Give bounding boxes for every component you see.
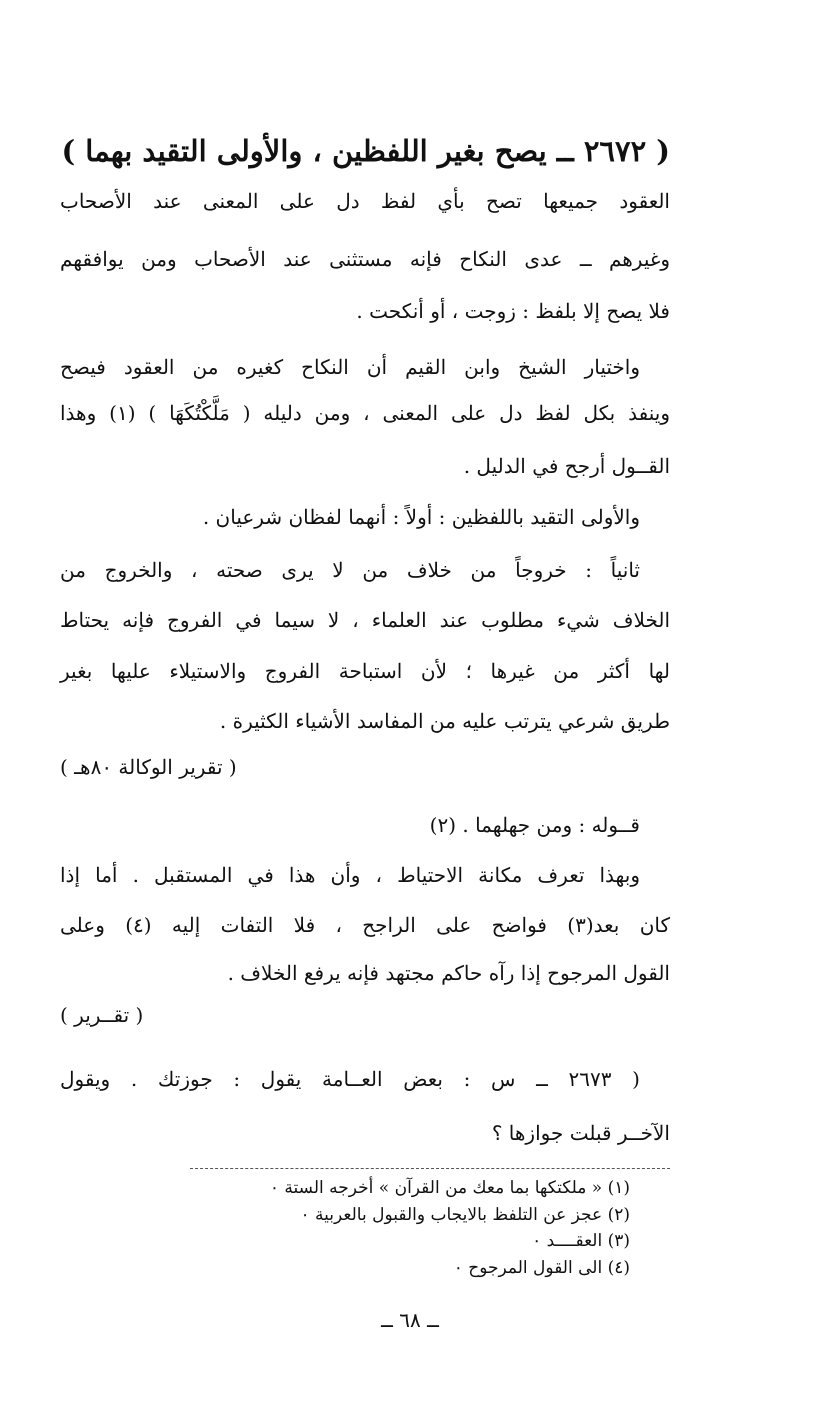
footnote: (١) « ملكتكها بما معك من القرآن » أخرجه الستة ٠ xyxy=(269,1178,630,1198)
paragraph-line: فلا يصح إلا بلفظ : زوجت ، أو أنكحت . xyxy=(356,299,670,323)
paragraph-line: كان بعد(٣) فواضح على الراجح ، فلا التفات إليه (٤) وعلى xyxy=(60,913,670,937)
paragraph-line: القول المرجوح إذا رآه حاكم مجتهد فإنه يرفع الخلاف . xyxy=(227,961,670,985)
paragraph-line: وبهذا تعرف مكانة الاحتياط ، وأن هذا في المستقبل . أما إذا xyxy=(60,863,640,887)
page-number: ــ ٦٨ ــ xyxy=(381,1308,439,1332)
paragraph-line: وينفذ بكل لفظ دل على المعنى ، ومن دليله ( مَلَّكْتُكَهَا ) (١) وهذا xyxy=(60,401,670,425)
source-reference: ( تقرير الوكالة ٨٠هـ ) xyxy=(60,755,237,779)
question-line: ( ٢٦٧٣ ــ س : بعض العــامة يقول : جوزتك . ويقول xyxy=(60,1067,640,1091)
footnote: (٢) عجز عن التلفظ بالايجاب والقبول بالعربية ٠ xyxy=(300,1205,630,1225)
footnote: (٣) العقــــد ٠ xyxy=(532,1231,630,1251)
paragraph-line: الخلاف شيء مطلوب عند العلماء ، لا سيما في الفروج فإنه يحتاط xyxy=(60,608,670,632)
footnote: (٤) الى القول المرجوح ٠ xyxy=(453,1258,630,1278)
source-reference: ( تقــرير ) xyxy=(60,1003,144,1027)
paragraph-line: واختيار الشيخ وابن القيم أن النكاح كغيره من العقود فيصح xyxy=(60,355,641,379)
paragraph-line: طريق شرعي يترتب عليه من المفاسد الأشياء الكثيرة . xyxy=(219,709,670,733)
footnote-divider xyxy=(190,1168,670,1169)
paragraph-line: القــول أرجح في الدليل . xyxy=(463,454,670,478)
paragraph-line: لها أكثر من غيرها ؛ لأن استباحة الفروج والاستيلاء عليها بغير xyxy=(60,659,670,683)
paragraph-line: العقود جميعها تصح بأي لفظ دل على المعنى عند الأصحاب xyxy=(60,189,670,213)
question-line: الآخــر قبلت جوازها ؟ xyxy=(491,1121,670,1145)
paragraph-line: وغيرهم ــ عدى النكاح فإنه مستثنى عند الأصحاب ومن يوافقهم xyxy=(60,247,670,271)
paragraph-line: ثانياً : خروجاً من خلاف من لا يرى صحته ، والخروج من xyxy=(60,558,640,582)
paragraph-line: والأولى التقيد باللفظين : أولاً : أنهما لفظان شرعيان . xyxy=(202,505,640,529)
section-heading: ( ٢٦٧٢ ــ يصح بغير اللفظين ، والأولى التقيد بهما ) xyxy=(61,134,670,168)
paragraph-line: قــوله : ومن جهلهما . (٢) xyxy=(429,813,640,837)
